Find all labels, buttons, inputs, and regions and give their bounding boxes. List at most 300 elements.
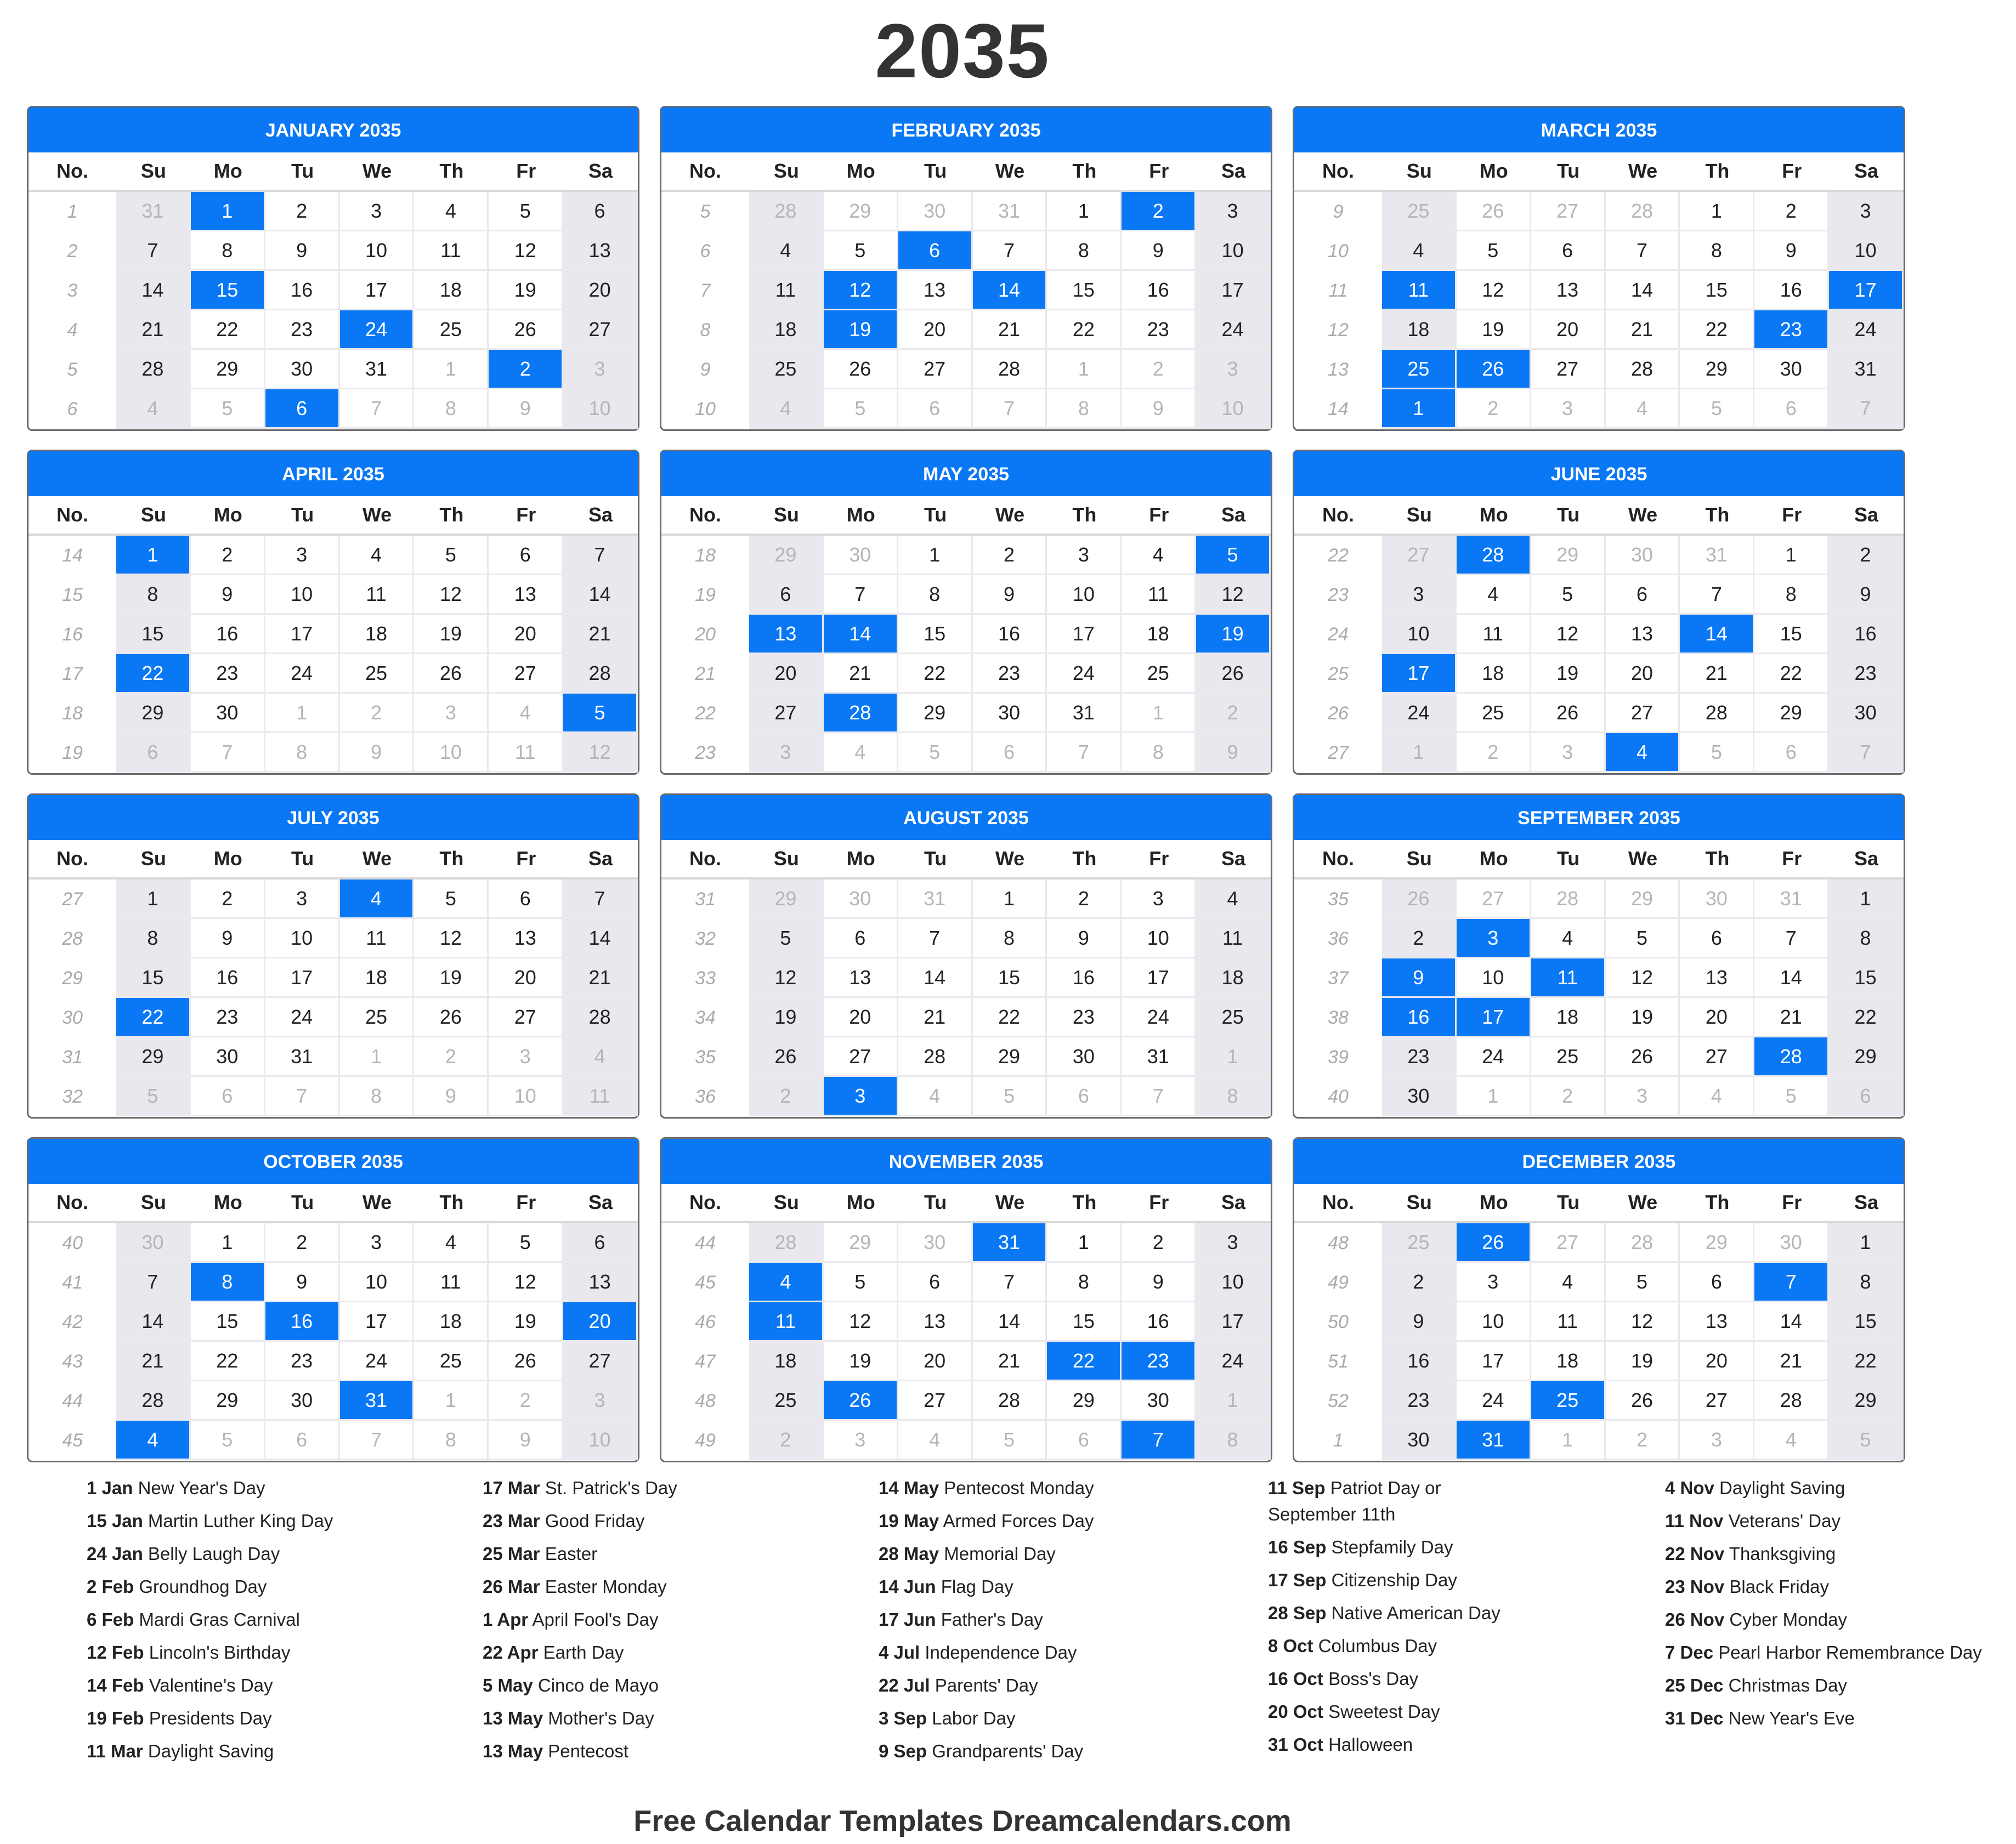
prev-month-day[interactable]: 29 — [824, 1223, 898, 1263]
day-cell[interactable]: 23 — [191, 998, 265, 1037]
day-cell[interactable]: 28 — [1680, 694, 1754, 733]
day-cell[interactable]: 21 — [563, 958, 638, 998]
day-cell[interactable]: 7 — [898, 919, 973, 958]
day-cell[interactable]: 24 — [265, 998, 340, 1037]
day-cell[interactable]: 12 — [1606, 958, 1680, 998]
day-cell[interactable]: 22 — [1680, 310, 1754, 350]
day-cell[interactable]: 15 — [1754, 615, 1829, 654]
next-month-day[interactable]: 7 — [1829, 389, 1904, 429]
day-cell[interactable]: 5 — [489, 1223, 563, 1263]
next-month-day[interactable]: 2 — [489, 350, 563, 389]
day-cell[interactable]: 12 — [1531, 615, 1606, 654]
day-cell[interactable]: 9 — [1754, 231, 1829, 271]
day-cell[interactable]: 27 — [1531, 350, 1606, 389]
day-cell[interactable]: 24 — [1196, 1342, 1271, 1381]
day-cell[interactable]: 9 — [1382, 1302, 1457, 1342]
day-cell[interactable]: 19 — [1196, 615, 1271, 654]
next-month-day[interactable]: 9 — [1196, 733, 1271, 773]
day-cell[interactable]: 3 — [340, 192, 415, 231]
next-month-day[interactable]: 1 — [1196, 1381, 1271, 1421]
day-cell[interactable]: 7 — [1680, 575, 1754, 615]
next-month-day[interactable]: 2 — [489, 1381, 563, 1421]
prev-month-day[interactable]: 27 — [1382, 536, 1457, 575]
day-cell[interactable]: 18 — [1196, 958, 1271, 998]
day-cell[interactable]: 8 — [898, 575, 973, 615]
day-cell[interactable]: 25 — [1531, 1381, 1606, 1421]
day-cell[interactable]: 1 — [1754, 536, 1829, 575]
next-month-day[interactable]: 7 — [265, 1077, 340, 1116]
day-cell[interactable]: 15 — [1829, 958, 1904, 998]
next-month-day[interactable]: 8 — [1047, 389, 1122, 429]
day-cell[interactable]: 29 — [1047, 1381, 1122, 1421]
day-cell[interactable]: 1 — [191, 192, 265, 231]
day-cell[interactable]: 1 — [191, 1223, 265, 1263]
day-cell[interactable]: 2 — [265, 1223, 340, 1263]
day-cell[interactable]: 17 — [1047, 615, 1122, 654]
day-cell[interactable]: 18 — [1531, 998, 1606, 1037]
day-cell[interactable]: 25 — [414, 310, 489, 350]
day-cell[interactable]: 5 — [749, 919, 824, 958]
day-cell[interactable]: 4 — [340, 880, 415, 919]
day-cell[interactable]: 15 — [191, 271, 265, 310]
day-cell[interactable]: 13 — [563, 231, 638, 271]
day-cell[interactable]: 28 — [1754, 1037, 1829, 1077]
next-month-day[interactable]: 5 — [116, 1077, 191, 1116]
day-cell[interactable]: 8 — [1829, 1263, 1904, 1302]
day-cell[interactable]: 8 — [191, 231, 265, 271]
day-cell[interactable]: 13 — [1680, 1302, 1754, 1342]
day-cell[interactable]: 21 — [116, 1342, 191, 1381]
day-cell[interactable]: 21 — [1606, 310, 1680, 350]
next-month-day[interactable]: 6 — [265, 389, 340, 429]
day-cell[interactable]: 24 — [1122, 998, 1196, 1037]
prev-month-day[interactable]: 29 — [824, 192, 898, 231]
day-cell[interactable]: 7 — [1754, 1263, 1829, 1302]
next-month-day[interactable]: 1 — [340, 1037, 415, 1077]
day-cell[interactable]: 24 — [340, 1342, 415, 1381]
next-month-day[interactable]: 5 — [1754, 1077, 1829, 1116]
day-cell[interactable]: 25 — [1457, 694, 1531, 733]
day-cell[interactable]: 16 — [1754, 271, 1829, 310]
day-cell[interactable]: 16 — [973, 615, 1047, 654]
next-month-day[interactable]: 5 — [973, 1421, 1047, 1460]
day-cell[interactable]: 26 — [1606, 1037, 1680, 1077]
day-cell[interactable]: 25 — [340, 654, 415, 694]
day-cell[interactable]: 13 — [489, 575, 563, 615]
day-cell[interactable]: 1 — [116, 536, 191, 575]
day-cell[interactable]: 30 — [191, 694, 265, 733]
day-cell[interactable]: 4 — [340, 536, 415, 575]
day-cell[interactable]: 24 — [1196, 310, 1271, 350]
day-cell[interactable]: 20 — [563, 1302, 638, 1342]
prev-month-day[interactable]: 29 — [749, 880, 824, 919]
day-cell[interactable]: 23 — [265, 310, 340, 350]
day-cell[interactable]: 22 — [116, 998, 191, 1037]
next-month-day[interactable]: 2 — [1606, 1421, 1680, 1460]
day-cell[interactable]: 20 — [898, 1342, 973, 1381]
day-cell[interactable]: 21 — [563, 615, 638, 654]
day-cell[interactable]: 28 — [824, 694, 898, 733]
prev-month-day[interactable]: 26 — [1457, 192, 1531, 231]
day-cell[interactable]: 22 — [1829, 1342, 1904, 1381]
day-cell[interactable]: 8 — [1047, 231, 1122, 271]
day-cell[interactable]: 3 — [1196, 192, 1271, 231]
day-cell[interactable]: 29 — [973, 1037, 1047, 1077]
next-month-day[interactable]: 1 — [1122, 694, 1196, 733]
day-cell[interactable]: 23 — [1122, 1342, 1196, 1381]
next-month-day[interactable]: 5 — [1829, 1421, 1904, 1460]
next-month-day[interactable]: 5 — [563, 694, 638, 733]
day-cell[interactable]: 5 — [414, 880, 489, 919]
day-cell[interactable]: 13 — [898, 1302, 973, 1342]
day-cell[interactable]: 17 — [1457, 998, 1531, 1037]
next-month-day[interactable]: 4 — [898, 1421, 973, 1460]
day-cell[interactable]: 6 — [489, 880, 563, 919]
prev-month-day[interactable]: 25 — [1382, 192, 1457, 231]
day-cell[interactable]: 28 — [563, 654, 638, 694]
day-cell[interactable]: 8 — [116, 919, 191, 958]
day-cell[interactable]: 17 — [265, 615, 340, 654]
day-cell[interactable]: 10 — [340, 1263, 415, 1302]
day-cell[interactable]: 23 — [1754, 310, 1829, 350]
next-month-day[interactable]: 4 — [1606, 733, 1680, 773]
day-cell[interactable]: 21 — [824, 654, 898, 694]
day-cell[interactable]: 3 — [1122, 880, 1196, 919]
day-cell[interactable]: 5 — [1606, 919, 1680, 958]
day-cell[interactable]: 20 — [824, 998, 898, 1037]
day-cell[interactable]: 14 — [973, 271, 1047, 310]
day-cell[interactable]: 6 — [489, 536, 563, 575]
day-cell[interactable]: 14 — [116, 271, 191, 310]
day-cell[interactable]: 24 — [340, 310, 415, 350]
day-cell[interactable]: 26 — [1457, 350, 1531, 389]
day-cell[interactable]: 3 — [265, 536, 340, 575]
day-cell[interactable]: 26 — [1196, 654, 1271, 694]
day-cell[interactable]: 2 — [1382, 1263, 1457, 1302]
day-cell[interactable]: 12 — [824, 1302, 898, 1342]
day-cell[interactable]: 27 — [1606, 694, 1680, 733]
day-cell[interactable]: 5 — [414, 536, 489, 575]
day-cell[interactable]: 17 — [265, 958, 340, 998]
day-cell[interactable]: 11 — [1531, 958, 1606, 998]
next-month-day[interactable]: 10 — [1196, 389, 1271, 429]
day-cell[interactable]: 19 — [1531, 654, 1606, 694]
day-cell[interactable]: 3 — [1457, 919, 1531, 958]
day-cell[interactable]: 17 — [340, 271, 415, 310]
day-cell[interactable]: 18 — [1122, 615, 1196, 654]
day-cell[interactable]: 3 — [1829, 192, 1904, 231]
day-cell[interactable]: 16 — [1122, 1302, 1196, 1342]
day-cell[interactable]: 31 — [1829, 350, 1904, 389]
day-cell[interactable]: 10 — [1047, 575, 1122, 615]
prev-month-day[interactable]: 28 — [749, 192, 824, 231]
day-cell[interactable]: 24 — [1457, 1037, 1531, 1077]
next-month-day[interactable]: 1 — [265, 694, 340, 733]
day-cell[interactable]: 19 — [489, 1302, 563, 1342]
next-month-day[interactable]: 3 — [1531, 389, 1606, 429]
next-month-day[interactable]: 5 — [1680, 389, 1754, 429]
next-month-day[interactable]: 2 — [749, 1077, 824, 1116]
day-cell[interactable]: 1 — [1047, 192, 1122, 231]
day-cell[interactable]: 9 — [1382, 958, 1457, 998]
day-cell[interactable]: 2 — [1829, 536, 1904, 575]
day-cell[interactable]: 2 — [1754, 192, 1829, 231]
next-month-day[interactable]: 4 — [116, 1421, 191, 1460]
day-cell[interactable]: 19 — [824, 1342, 898, 1381]
day-cell[interactable]: 2 — [1047, 880, 1122, 919]
next-month-day[interactable]: 3 — [1531, 733, 1606, 773]
day-cell[interactable]: 5 — [1196, 536, 1271, 575]
day-cell[interactable]: 11 — [1457, 615, 1531, 654]
prev-month-day[interactable]: 27 — [1531, 1223, 1606, 1263]
day-cell[interactable]: 4 — [1196, 880, 1271, 919]
day-cell[interactable]: 10 — [265, 575, 340, 615]
day-cell[interactable]: 15 — [116, 615, 191, 654]
prev-month-day[interactable]: 28 — [1531, 880, 1606, 919]
day-cell[interactable]: 30 — [1754, 350, 1829, 389]
next-month-day[interactable]: 1 — [1382, 389, 1457, 429]
day-cell[interactable]: 16 — [1382, 1342, 1457, 1381]
day-cell[interactable]: 21 — [973, 310, 1047, 350]
next-month-day[interactable]: 6 — [1829, 1077, 1904, 1116]
next-month-day[interactable]: 7 — [340, 389, 415, 429]
day-cell[interactable]: 20 — [1680, 1342, 1754, 1381]
day-cell[interactable]: 3 — [340, 1223, 415, 1263]
day-cell[interactable]: 5 — [824, 231, 898, 271]
day-cell[interactable]: 21 — [116, 310, 191, 350]
day-cell[interactable]: 1 — [973, 880, 1047, 919]
day-cell[interactable]: 16 — [1829, 615, 1904, 654]
day-cell[interactable]: 3 — [1457, 1263, 1531, 1302]
next-month-day[interactable]: 7 — [340, 1421, 415, 1460]
prev-month-day[interactable]: 31 — [116, 192, 191, 231]
day-cell[interactable]: 12 — [489, 1263, 563, 1302]
day-cell[interactable]: 24 — [1382, 694, 1457, 733]
day-cell[interactable]: 24 — [1047, 654, 1122, 694]
day-cell[interactable]: 4 — [1382, 231, 1457, 271]
next-month-day[interactable]: 4 — [749, 389, 824, 429]
day-cell[interactable]: 25 — [1196, 998, 1271, 1037]
next-month-day[interactable]: 2 — [1196, 694, 1271, 733]
next-month-day[interactable]: 10 — [563, 389, 638, 429]
next-month-day[interactable]: 11 — [563, 1077, 638, 1116]
day-cell[interactable]: 2 — [191, 536, 265, 575]
prev-month-day[interactable]: 30 — [898, 192, 973, 231]
day-cell[interactable]: 29 — [1829, 1381, 1904, 1421]
day-cell[interactable]: 16 — [265, 271, 340, 310]
day-cell[interactable]: 27 — [563, 310, 638, 350]
prev-month-day[interactable]: 31 — [1754, 880, 1829, 919]
day-cell[interactable]: 7 — [973, 231, 1047, 271]
next-month-day[interactable]: 2 — [340, 694, 415, 733]
day-cell[interactable]: 10 — [1382, 615, 1457, 654]
day-cell[interactable]: 30 — [1382, 1077, 1457, 1116]
day-cell[interactable]: 22 — [1047, 1342, 1122, 1381]
day-cell[interactable]: 14 — [1606, 271, 1680, 310]
day-cell[interactable]: 28 — [1754, 1381, 1829, 1421]
day-cell[interactable]: 9 — [191, 919, 265, 958]
next-month-day[interactable]: 3 — [1680, 1421, 1754, 1460]
day-cell[interactable]: 14 — [824, 615, 898, 654]
day-cell[interactable]: 16 — [1122, 271, 1196, 310]
day-cell[interactable]: 19 — [749, 998, 824, 1037]
day-cell[interactable]: 4 — [414, 192, 489, 231]
day-cell[interactable]: 23 — [1122, 310, 1196, 350]
next-month-day[interactable]: 10 — [414, 733, 489, 773]
day-cell[interactable]: 17 — [1382, 654, 1457, 694]
day-cell[interactable]: 11 — [1122, 575, 1196, 615]
day-cell[interactable]: 16 — [265, 1302, 340, 1342]
day-cell[interactable]: 12 — [1196, 575, 1271, 615]
day-cell[interactable]: 22 — [1047, 310, 1122, 350]
day-cell[interactable]: 7 — [563, 880, 638, 919]
day-cell[interactable]: 2 — [1122, 192, 1196, 231]
day-cell[interactable]: 1 — [116, 880, 191, 919]
day-cell[interactable]: 17 — [1829, 271, 1904, 310]
day-cell[interactable]: 10 — [1457, 1302, 1531, 1342]
next-month-day[interactable]: 9 — [340, 733, 415, 773]
prev-month-day[interactable]: 29 — [1531, 536, 1606, 575]
day-cell[interactable]: 2 — [973, 536, 1047, 575]
day-cell[interactable]: 28 — [563, 998, 638, 1037]
day-cell[interactable]: 18 — [749, 310, 824, 350]
day-cell[interactable]: 20 — [563, 271, 638, 310]
day-cell[interactable]: 27 — [1680, 1381, 1754, 1421]
next-month-day[interactable]: 8 — [1196, 1421, 1271, 1460]
day-cell[interactable]: 1 — [1680, 192, 1754, 231]
day-cell[interactable]: 2 — [191, 880, 265, 919]
day-cell[interactable]: 30 — [265, 350, 340, 389]
day-cell[interactable]: 3 — [1382, 575, 1457, 615]
day-cell[interactable]: 13 — [749, 615, 824, 654]
day-cell[interactable]: 9 — [1122, 231, 1196, 271]
next-month-day[interactable]: 3 — [1606, 1077, 1680, 1116]
day-cell[interactable]: 27 — [898, 350, 973, 389]
day-cell[interactable]: 9 — [1047, 919, 1122, 958]
day-cell[interactable]: 20 — [1680, 998, 1754, 1037]
day-cell[interactable]: 18 — [414, 271, 489, 310]
next-month-day[interactable]: 3 — [824, 1421, 898, 1460]
day-cell[interactable]: 27 — [563, 1342, 638, 1381]
prev-month-day[interactable]: 30 — [824, 536, 898, 575]
next-month-day[interactable]: 6 — [1754, 733, 1829, 773]
prev-month-day[interactable]: 29 — [1680, 1223, 1754, 1263]
day-cell[interactable]: 25 — [749, 1381, 824, 1421]
day-cell[interactable]: 19 — [1457, 310, 1531, 350]
next-month-day[interactable]: 1 — [1047, 350, 1122, 389]
day-cell[interactable]: 17 — [1457, 1342, 1531, 1381]
next-month-day[interactable]: 6 — [1047, 1421, 1122, 1460]
day-cell[interactable]: 16 — [191, 958, 265, 998]
day-cell[interactable]: 23 — [1382, 1381, 1457, 1421]
day-cell[interactable]: 13 — [898, 271, 973, 310]
day-cell[interactable]: 25 — [749, 350, 824, 389]
day-cell[interactable]: 14 — [116, 1302, 191, 1342]
day-cell[interactable]: 27 — [749, 694, 824, 733]
day-cell[interactable]: 20 — [489, 958, 563, 998]
day-cell[interactable]: 30 — [1382, 1421, 1457, 1460]
day-cell[interactable]: 11 — [749, 271, 824, 310]
day-cell[interactable]: 30 — [1047, 1037, 1122, 1077]
day-cell[interactable]: 12 — [414, 919, 489, 958]
day-cell[interactable]: 17 — [340, 1302, 415, 1342]
next-month-day[interactable]: 6 — [1047, 1077, 1122, 1116]
prev-month-day[interactable]: 30 — [1680, 880, 1754, 919]
day-cell[interactable]: 14 — [1754, 1302, 1829, 1342]
next-month-day[interactable]: 1 — [1382, 733, 1457, 773]
day-cell[interactable]: 6 — [898, 231, 973, 271]
day-cell[interactable]: 8 — [973, 919, 1047, 958]
next-month-day[interactable]: 2 — [1457, 733, 1531, 773]
day-cell[interactable]: 25 — [1382, 350, 1457, 389]
day-cell[interactable]: 19 — [414, 615, 489, 654]
next-month-day[interactable]: 3 — [824, 1077, 898, 1116]
next-month-day[interactable]: 1 — [1196, 1037, 1271, 1077]
day-cell[interactable]: 28 — [898, 1037, 973, 1077]
day-cell[interactable]: 3 — [1196, 1223, 1271, 1263]
next-month-day[interactable]: 9 — [414, 1077, 489, 1116]
prev-month-day[interactable]: 30 — [1606, 536, 1680, 575]
day-cell[interactable]: 31 — [340, 1381, 415, 1421]
next-month-day[interactable]: 7 — [1047, 733, 1122, 773]
day-cell[interactable]: 6 — [898, 1263, 973, 1302]
day-cell[interactable]: 12 — [1606, 1302, 1680, 1342]
day-cell[interactable]: 13 — [489, 919, 563, 958]
day-cell[interactable]: 7 — [116, 231, 191, 271]
day-cell[interactable]: 15 — [1047, 271, 1122, 310]
day-cell[interactable]: 12 — [749, 958, 824, 998]
day-cell[interactable]: 4 — [414, 1223, 489, 1263]
day-cell[interactable]: 18 — [340, 615, 415, 654]
day-cell[interactable]: 3 — [1047, 536, 1122, 575]
day-cell[interactable]: 26 — [1531, 694, 1606, 733]
day-cell[interactable]: 21 — [1754, 1342, 1829, 1381]
day-cell[interactable]: 21 — [1680, 654, 1754, 694]
next-month-day[interactable]: 2 — [1457, 389, 1531, 429]
day-cell[interactable]: 15 — [973, 958, 1047, 998]
day-cell[interactable]: 15 — [1680, 271, 1754, 310]
next-month-day[interactable]: 7 — [1829, 733, 1904, 773]
day-cell[interactable]: 17 — [1196, 271, 1271, 310]
day-cell[interactable]: 27 — [1680, 1037, 1754, 1077]
day-cell[interactable]: 9 — [265, 1263, 340, 1302]
day-cell[interactable]: 22 — [191, 1342, 265, 1381]
day-cell[interactable]: 6 — [1531, 231, 1606, 271]
day-cell[interactable]: 1 — [1047, 1223, 1122, 1263]
day-cell[interactable]: 21 — [973, 1342, 1047, 1381]
day-cell[interactable]: 4 — [1457, 575, 1531, 615]
day-cell[interactable]: 24 — [265, 654, 340, 694]
next-month-day[interactable]: 8 — [265, 733, 340, 773]
day-cell[interactable]: 2 — [1122, 1223, 1196, 1263]
day-cell[interactable]: 30 — [1122, 1381, 1196, 1421]
day-cell[interactable]: 1 — [1829, 880, 1904, 919]
day-cell[interactable]: 23 — [191, 654, 265, 694]
day-cell[interactable]: 29 — [1754, 694, 1829, 733]
prev-month-day[interactable]: 31 — [973, 1223, 1047, 1263]
day-cell[interactable]: 22 — [898, 654, 973, 694]
day-cell[interactable]: 27 — [898, 1381, 973, 1421]
next-month-day[interactable]: 3 — [563, 350, 638, 389]
next-month-day[interactable]: 8 — [414, 389, 489, 429]
day-cell[interactable]: 4 — [749, 231, 824, 271]
day-cell[interactable]: 11 — [340, 575, 415, 615]
day-cell[interactable]: 26 — [489, 310, 563, 350]
day-cell[interactable]: 12 — [1457, 271, 1531, 310]
day-cell[interactable]: 9 — [1122, 1263, 1196, 1302]
day-cell[interactable]: 12 — [489, 231, 563, 271]
day-cell[interactable]: 14 — [898, 958, 973, 998]
